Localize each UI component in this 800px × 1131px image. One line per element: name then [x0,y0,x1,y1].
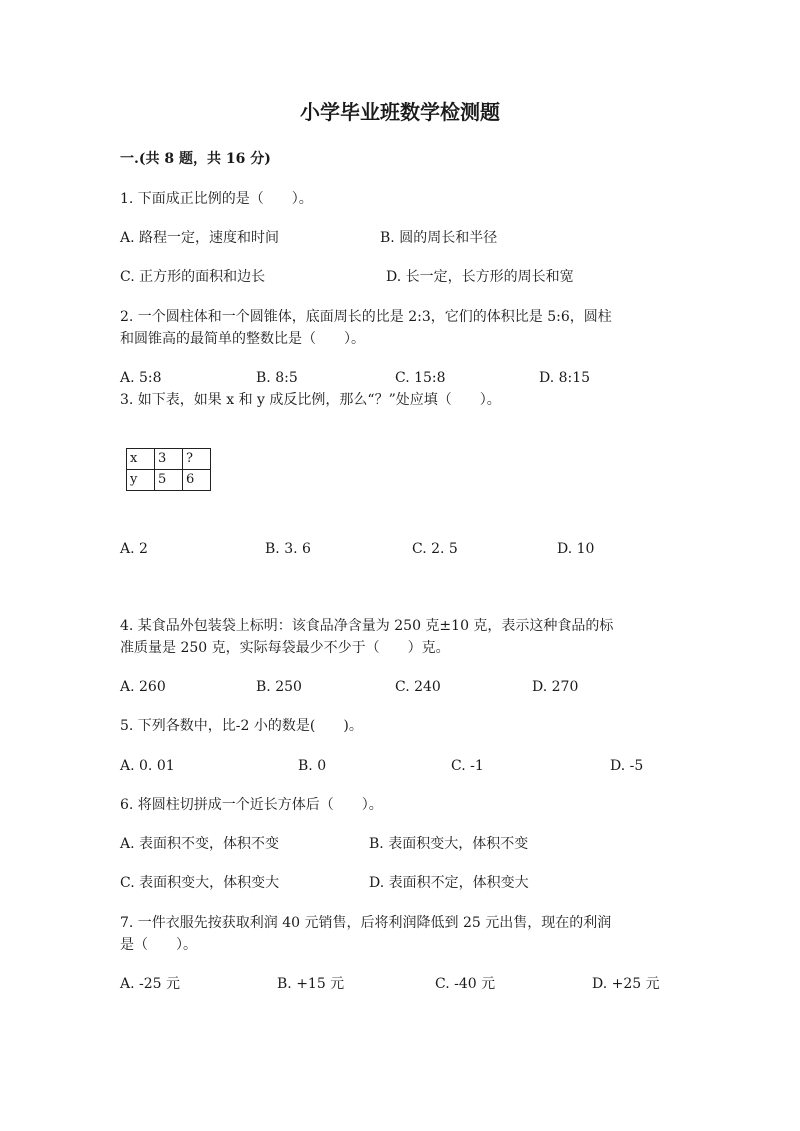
question-7-option-c: C. -40 元 [435,976,496,992]
question-6-option-c: C. 表面积变大，体积变大 [120,875,280,891]
question-1-option-d: D. 长一定，长方形的周长和宽 [386,269,574,285]
table-row [127,449,211,470]
question-6-option-d: D. 表面积不定，体积变大 [369,875,529,891]
question-5-option-b: B. 0 [298,758,327,774]
question-7-stem-line-1: 7. 一件衣服先按获取利润 40 元销售，后将利润降低到 25 元出售，现在的利润 [120,915,612,931]
question-4-option-c: C. 240 [395,679,441,695]
question-2-stem-line-2: 和圆锥高的最简单的整数比是（ ）。 [120,331,365,347]
question-2-option-b: B. 8:5 [256,370,298,386]
question-6-option-a: A. 表面积不变，体积不变 [120,836,280,852]
question-1-option-b: B. 圆的周长和半径 [380,230,498,246]
question-7-stem-line-2: 是（ ）。 [120,937,197,953]
table-row [127,470,211,491]
question-5-stem: 5. 下列各数中，比-2 小的数是( )。 [120,718,363,734]
question-3-option-b: B. 3. 6 [265,541,311,557]
question-6-stem: 6. 将圆柱切拼成一个近长方体后（ ）。 [120,797,383,813]
table-cell: 6 [183,470,211,491]
question-3-stem: 3. 如下表，如果 x 和 y 成反比例，那么“？”处应填（ ）。 [120,392,501,408]
table-cell: ? [183,449,211,470]
table-cell: y [127,470,155,491]
table-cell: 5 [155,470,183,491]
question-1-option-c: C. 正方形的面积和边长 [120,269,266,285]
table-cell: x [127,449,155,470]
question-4-option-b: B. 250 [256,679,302,695]
question-7-option-d: D. +25 元 [592,976,660,992]
page-title: 小学毕业班数学检测题 [300,100,500,124]
question-6-option-b: B. 表面积变大，体积不变 [369,836,529,852]
section-heading: 一.(共 8 题，共 16 分) [120,151,271,167]
question-5-option-a: A. 0. 01 [120,758,175,774]
question-7-option-a: A. -25 元 [120,976,181,992]
question-5-option-c: C. -1 [451,758,484,774]
question-4-stem-line-1: 4. 某食品外包装袋上标明：该食品净含量为 250 克±10 克，表示这种食品的标 [120,618,614,634]
question-3-option-a: A. 2 [120,541,148,557]
question-1-option-a: A. 路程一定，速度和时间 [120,230,280,246]
question-2-option-d: D. 8:15 [539,370,591,386]
question-2-option-c: C. 15:8 [395,370,446,386]
question-4-stem-line-2: 准质量是 250 克，实际每袋最少不少于（ ）克。 [120,640,450,656]
question-7-option-b: B. +15 元 [277,976,345,992]
question-4-option-a: A. 260 [120,679,166,695]
question-3-option-d: D. 10 [557,541,595,557]
table-cell: 3 [155,449,183,470]
question-2-option-a: A. 5:8 [120,370,162,386]
question-1-stem: 1. 下面成正比例的是（ ）。 [120,191,313,207]
question-2-stem-line-1: 2. 一个圆柱体和一个圆锥体，底面周长的比是 2:3，它们的体积比是 5:6，圆柱 [120,309,612,325]
question-4-option-d: D. 270 [532,679,579,695]
question-5-option-d: D. -5 [610,758,644,774]
ratio-table [126,448,211,491]
question-3-option-c: C. 2. 5 [412,541,458,557]
